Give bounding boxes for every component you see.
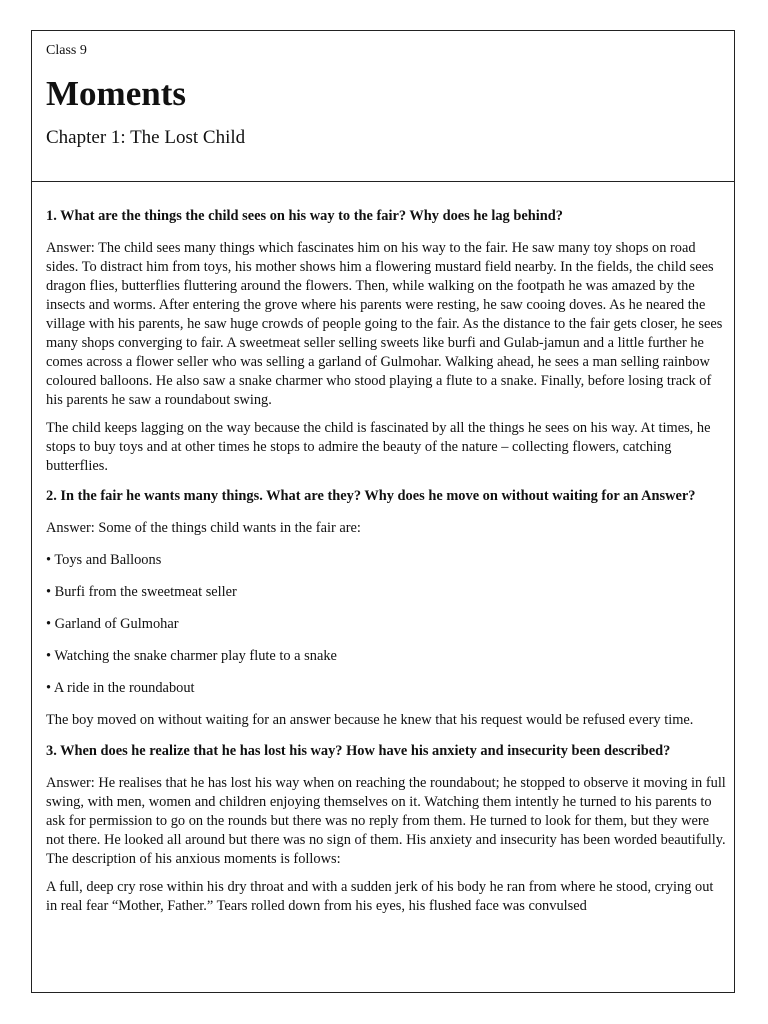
answer-2-bullet: • A ride in the roundabout: [46, 680, 195, 696]
answer-2-intro: Answer: Some of the things child wants in the fair are:: [46, 520, 361, 536]
chapter-title: Chapter 1: The Lost Child: [46, 127, 246, 148]
header-divider: [31, 181, 735, 182]
answer-3-paragraph-1: Answer: He realises that he has lost his way when on reaching the roundabout; he stopped to observe it moving in full swing, with men, women and children enjoying themselves on it. Watching them intently he turned to his parents to ask for permission to go on the rounds but there was no reply from them. He turned to look for them, but they were not there. He looked all around but there was no sign of them. His anxiety and insecurity has been worded beautifully. The description of his anxious moments is follows:: [46, 775, 726, 867]
answer-1-paragraph-2: The child keeps lagging on the way because the child is fascinated by all the things he sees on his way. At times, he stops to buy toys and at other times he stops to admire the beauty of the nature – collecting flowers, catching butterflies.: [46, 420, 711, 474]
answer-3-paragraph-2: A full, deep cry rose within his dry throat and with a sudden jerk of his body he ran from where he stood, crying out in real fear “Mother, Father.” Tears rolled down from his eyes, his flushed face was convulsed: [46, 879, 714, 914]
answer-2-bullet: • Watching the snake charmer play flute to a snake: [46, 648, 337, 664]
document-header: [46, 42, 726, 150]
class-label: Class 9: [46, 43, 87, 58]
answer-1-paragraph-1: Answer: The child sees many things which fascinates him on his way to the fair. He saw many toy shops on road sides. To distract him from toys, his mother shows him a flowering mustard field nearby. In the fields, the child sees dragon flies, butterflies fluttering around the flowers. Then, while walking on the footpath he was amazed by the insects and worms. After entering the grove where his parents were resting, he saw cooing doves. As he neared the village with his parents, he saw huge crowds of people going to the fair. As the distance to the fair gets closer, he sees many shops converging to fair. A sweetmeat seller selling sweets like burfi and Gulab-jamun and a little further he comes across a flower seller who was selling a garland of Gulmohar. Walking ahead, he sees a man selling rainbow coloured balloons. He also saw a snake charmer who stood playing a flute to a snake. Finally, before losing track of his parents he saw a roundabout swing.: [46, 240, 723, 408]
answer-2-bullet: • Garland of Gulmohar: [46, 616, 179, 632]
question-3: 3. When does he realize that he has lost his way? How have his anxiety and insecurity been described?: [46, 743, 671, 759]
answer-2-bullet: • Burfi from the sweetmeat seller: [46, 584, 237, 600]
book-title: Moments: [46, 74, 186, 113]
answer-2-bullet: • Toys and Balloons: [46, 552, 162, 568]
document-content: [46, 207, 726, 925]
question-1: 1. What are the things the child sees on his way to the fair? Why does he lag behind?: [46, 208, 563, 224]
answer-2-conclusion: The boy moved on without waiting for an answer because he knew that his request would be refused every time.: [46, 712, 694, 728]
question-2: 2. In the fair he wants many things. What are they? Why does he move on without waiting for an Answer?: [46, 488, 696, 504]
